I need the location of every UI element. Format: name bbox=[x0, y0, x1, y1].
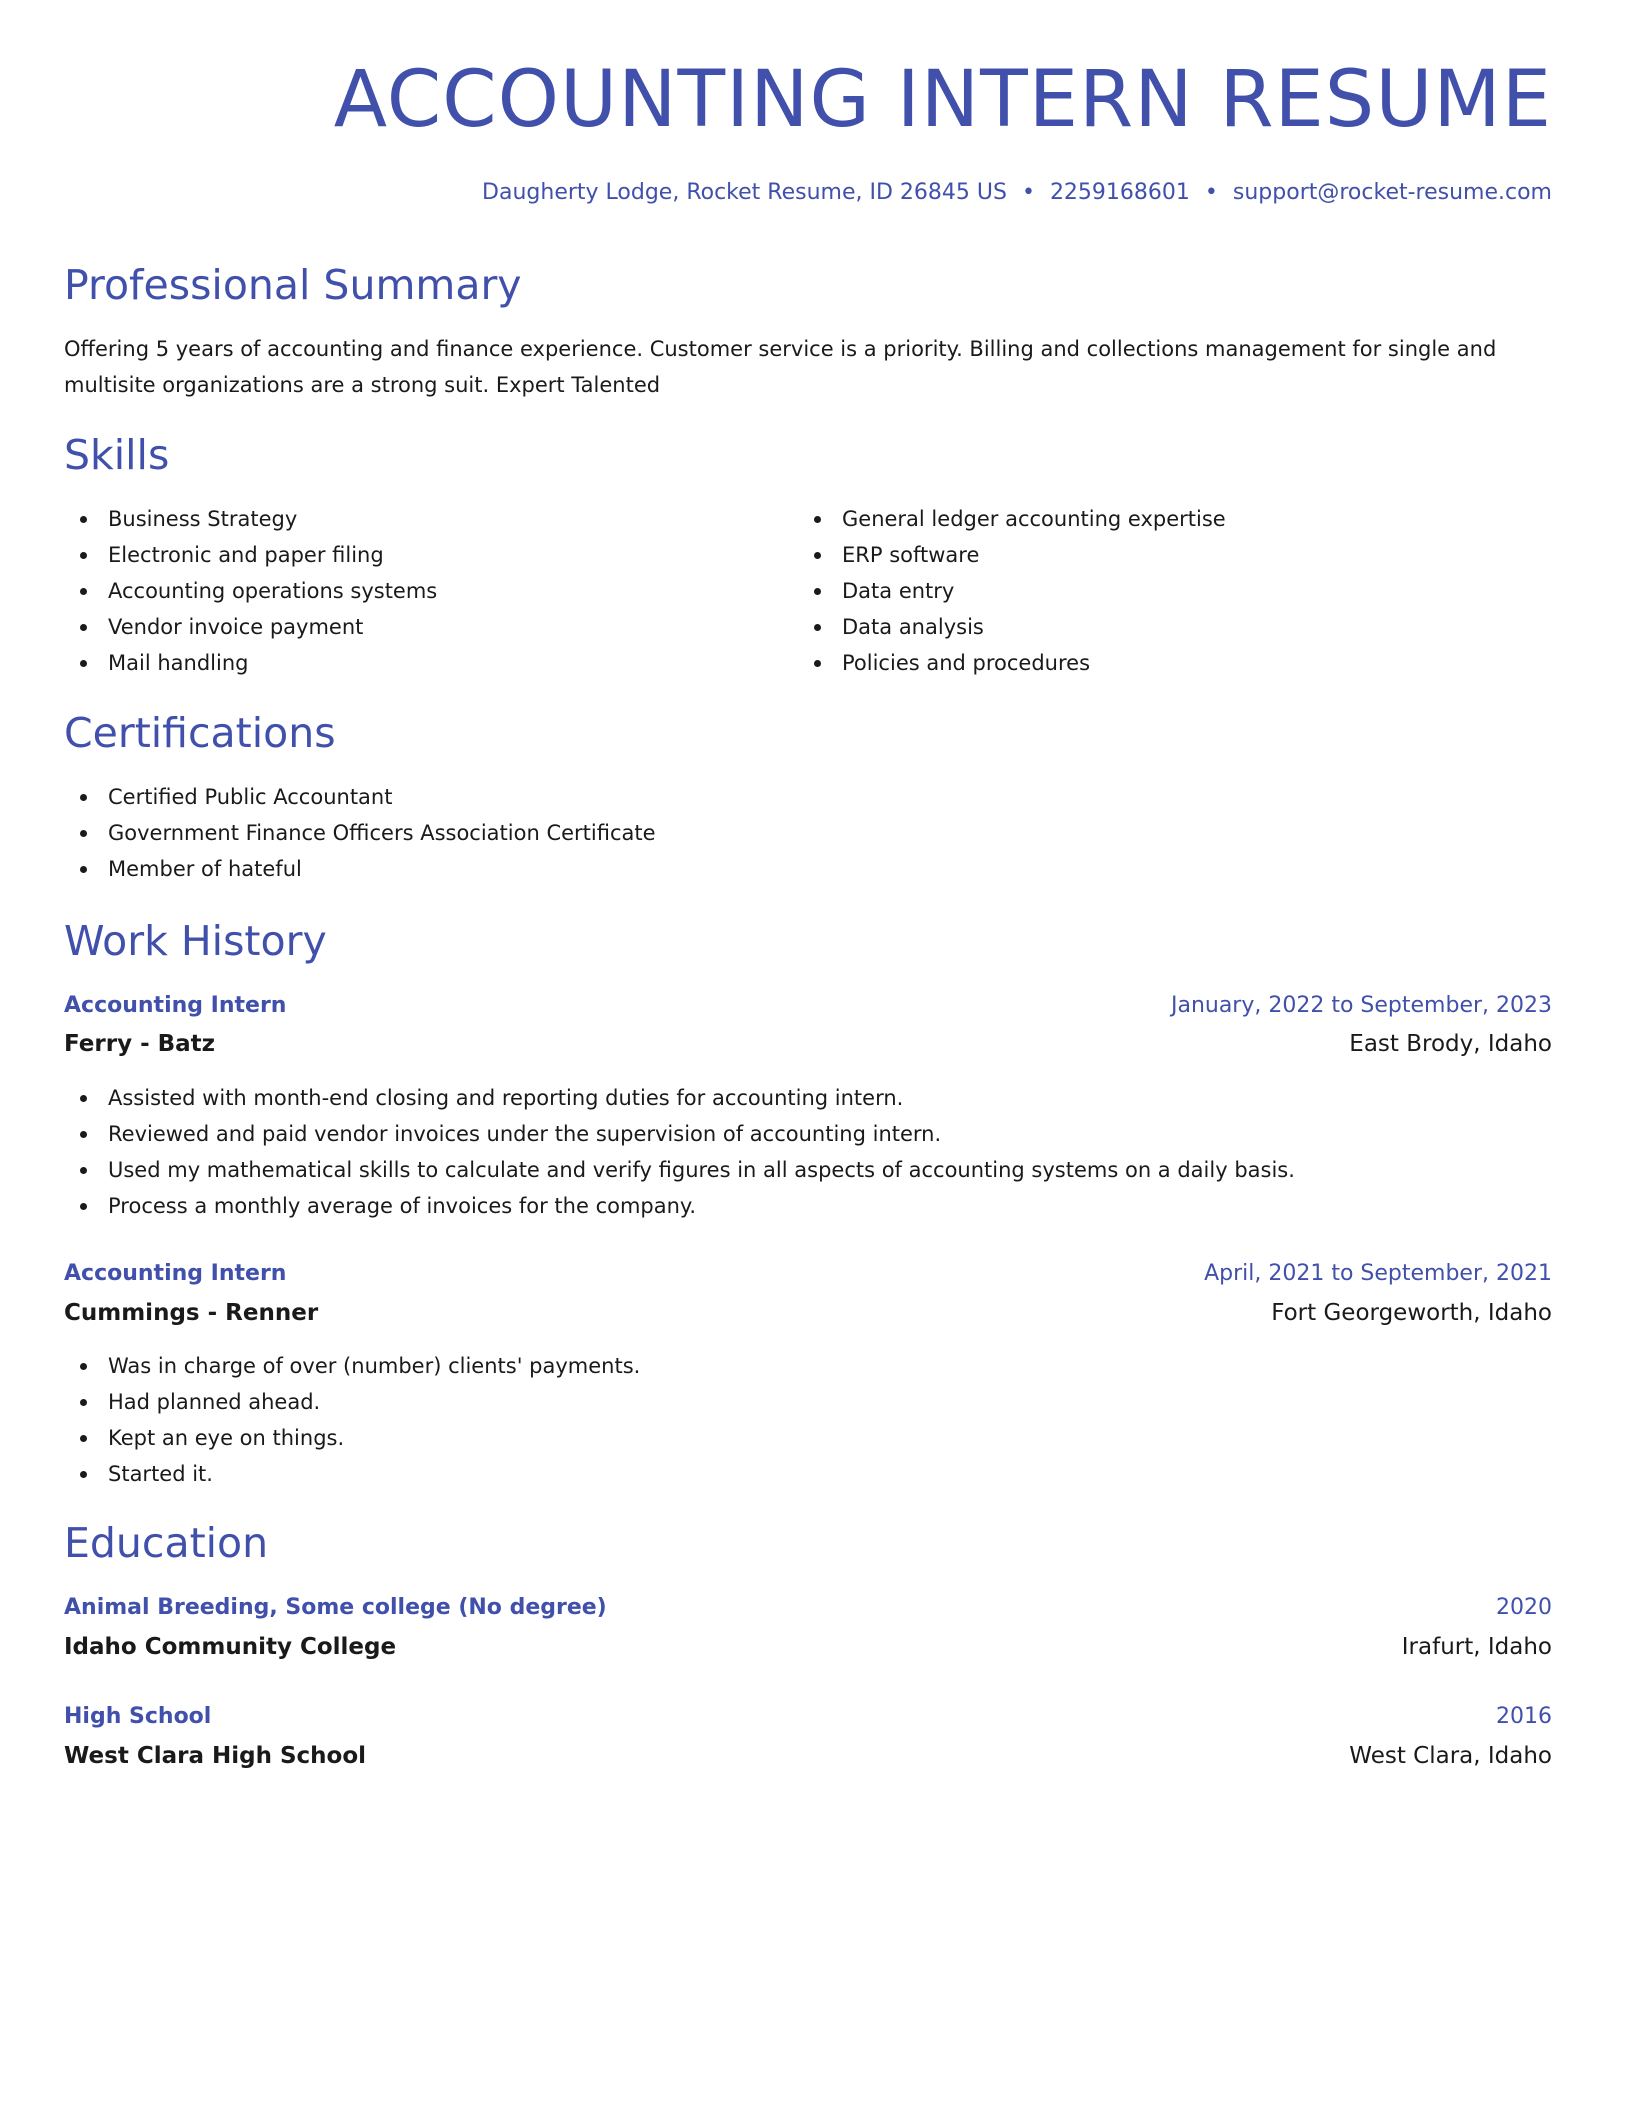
job-header bbox=[64, 1258, 1552, 1290]
certification-item: Member of hateful bbox=[64, 851, 656, 887]
job-bullets bbox=[64, 1348, 640, 1492]
job-bullet: Kept an eye on things. bbox=[64, 1420, 640, 1456]
contact-email[interactable]: support@rocket-resume.com bbox=[1232, 180, 1552, 205]
job-location: East Brody, Idaho bbox=[1349, 1031, 1552, 1057]
job-bullet: Assisted with month-end closing and reporting duties for accounting intern. bbox=[64, 1080, 1295, 1116]
job-title: Accounting Intern bbox=[64, 993, 287, 1018]
certification-item: Government Finance Officers Association Certificate bbox=[64, 815, 656, 851]
job-bullet: Process a monthly average of invoices for the company. bbox=[64, 1188, 1295, 1224]
job-bullet: Used my mathematical skills to calculate and verify figures in all aspects of accounting systems on a daily basis. bbox=[64, 1152, 1295, 1188]
certifications-heading: Certifications bbox=[64, 709, 336, 757]
skill-item: Policies and procedures bbox=[798, 645, 1226, 681]
job-header bbox=[64, 990, 1552, 1022]
education-degree: Animal Breeding, Some college (No degree) bbox=[64, 1595, 607, 1620]
skill-item: Business Strategy bbox=[64, 501, 437, 537]
job-company: Cummings - Renner bbox=[64, 1300, 319, 1326]
work-history-heading: Work History bbox=[64, 917, 327, 965]
education-location: Irafurt, Idaho bbox=[1401, 1634, 1552, 1660]
contact-line bbox=[482, 178, 1552, 208]
job-dates: April, 2021 to September, 2021 bbox=[1204, 1261, 1552, 1286]
skill-item: ERP software bbox=[798, 537, 1226, 573]
skills-heading: Skills bbox=[64, 431, 170, 479]
education-school: Idaho Community College bbox=[64, 1634, 397, 1660]
job-dates: January, 2022 to September, 2023 bbox=[1170, 993, 1552, 1018]
certification-item: Certified Public Accountant bbox=[64, 779, 656, 815]
summary-text: Offering 5 years of accounting and finance experience. Customer service is a priority. Billing and collections management for single and multisite organizations are a strong suit. Expert Talented bbox=[64, 337, 1497, 397]
skill-item: General ledger accounting expertise bbox=[798, 501, 1226, 537]
skill-item: Mail handling bbox=[64, 645, 437, 681]
education-header bbox=[64, 1701, 1552, 1733]
skills-list-left bbox=[64, 501, 437, 681]
job-bullet: Had planned ahead. bbox=[64, 1384, 640, 1420]
job-location: Fort Georgeworth, Idaho bbox=[1271, 1300, 1552, 1326]
contact-separator: • bbox=[1021, 180, 1035, 205]
contact-address: Daugherty Lodge, Rocket Resume, ID 26845 US bbox=[482, 180, 1007, 205]
education-header bbox=[64, 1592, 1552, 1624]
job-employer bbox=[64, 1297, 1552, 1329]
summary-heading: Professional Summary bbox=[64, 261, 522, 309]
education-school: West Clara High School bbox=[64, 1743, 367, 1769]
skill-item: Data analysis bbox=[798, 609, 1226, 645]
contact-separator: • bbox=[1204, 180, 1218, 205]
education-school-row bbox=[64, 1631, 1552, 1663]
job-bullet: Was in charge of over (number) clients' payments. bbox=[64, 1348, 640, 1384]
education-location: West Clara, Idaho bbox=[1349, 1743, 1552, 1769]
job-employer bbox=[64, 1028, 1552, 1060]
job-company: Ferry - Batz bbox=[64, 1031, 216, 1057]
job-bullet: Reviewed and paid vendor invoices under the supervision of accounting intern. bbox=[64, 1116, 1295, 1152]
certifications-list bbox=[64, 779, 656, 887]
education-school-row bbox=[64, 1740, 1552, 1772]
skill-item: Data entry bbox=[798, 573, 1226, 609]
contact-phone: 2259168601 bbox=[1049, 180, 1190, 205]
job-bullets bbox=[64, 1080, 1295, 1224]
education-degree: High School bbox=[64, 1704, 212, 1729]
resume-title: ACCOUNTING INTERN RESUME bbox=[333, 55, 1552, 145]
job-bullet: Started it. bbox=[64, 1456, 640, 1492]
education-heading: Education bbox=[64, 1519, 269, 1567]
skill-item: Accounting operations systems bbox=[64, 573, 437, 609]
job-title: Accounting Intern bbox=[64, 1261, 287, 1286]
education-year: 2016 bbox=[1496, 1704, 1552, 1729]
education-year: 2020 bbox=[1496, 1595, 1552, 1620]
skills-list-right bbox=[798, 501, 1226, 681]
skill-item: Vendor invoice payment bbox=[64, 609, 437, 645]
skill-item: Electronic and paper filing bbox=[64, 537, 437, 573]
